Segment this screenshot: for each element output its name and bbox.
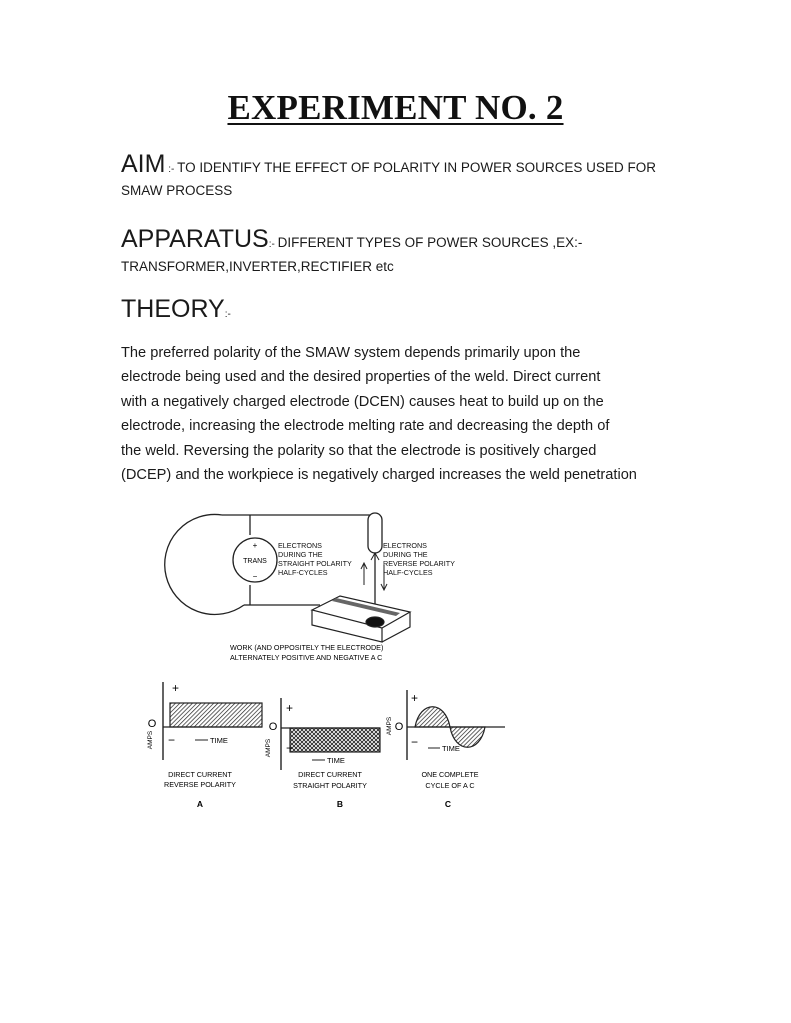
- panel-a-plus: +: [172, 681, 180, 695]
- straight-label-1: ELECTRONS: [278, 541, 322, 550]
- trans-label: TRANS: [243, 558, 267, 565]
- aim-heading: AIM: [121, 150, 166, 178]
- trans-minus: −: [252, 572, 258, 581]
- reverse-label-2: DURING THE: [383, 550, 428, 559]
- panel-b-minus: −: [286, 741, 294, 755]
- page-title: EXPERIMENT NO. 2: [227, 88, 564, 127]
- paragraph-line: electrode, increasing the electrode melting rate and decreasing the depth of: [121, 418, 610, 435]
- panel-c-graph: [386, 690, 505, 760]
- panel-a-caption-2: REVERSE POLARITY: [164, 780, 236, 789]
- straight-label-2: DURING THE: [278, 550, 323, 559]
- panel-c-time: TIME: [442, 744, 460, 753]
- aim-text: TO IDENTIFY THE EFFECT OF POLARITY IN POWER SOURCES USED FOR: [177, 160, 656, 175]
- reverse-label-1: ELECTRONS: [383, 541, 427, 550]
- panel-b-zero: O: [268, 721, 278, 733]
- aim-separator: :-: [165, 164, 178, 175]
- panel-a-minus: −: [168, 733, 176, 747]
- panel-c-plus: +: [411, 691, 419, 705]
- theory-separator: :-: [224, 309, 231, 320]
- panel-b-plus: +: [286, 701, 294, 715]
- panel-a-graph: [147, 681, 262, 760]
- straight-label-3: STRAIGHT POLARITY: [278, 559, 352, 568]
- trans-plus: +: [252, 541, 258, 550]
- paragraph-line: with a negatively charged electrode (DCEN) causes heat to build up on the: [121, 393, 604, 410]
- panel-b-amps: AMPS: [265, 738, 272, 758]
- aim-text-continued: SMAW PROCESS: [121, 183, 233, 198]
- panel-c-amps: AMPS: [386, 716, 393, 736]
- panel-b-time: TIME: [327, 756, 345, 765]
- panel-b-letter: B: [336, 799, 344, 809]
- reverse-label-4: HALF-CYCLES: [383, 568, 433, 577]
- panel-c-letter: C: [444, 799, 452, 809]
- reverse-label-3: REVERSE POLARITY: [383, 559, 455, 568]
- apparatus-separator: :-: [268, 239, 278, 250]
- panel-c-minus: −: [411, 735, 419, 749]
- apparatus-text-continued: TRANSFORMER,INVERTER,RECTIFIER etc: [121, 259, 394, 274]
- paragraph-line: The preferred polarity of the SMAW system depends primarily upon the: [121, 345, 581, 361]
- work-caption-line-1: WORK (AND OPPOSITELY THE ELECTRODE): [230, 643, 384, 652]
- paragraph-line: electrode being used and the desired properties of the weld. Direct current: [121, 369, 601, 386]
- apparatus-text: DIFFERENT TYPES OF POWER SOURCES ,EX:-: [277, 235, 583, 250]
- panel-b-caption-1: DIRECT CURRENT: [298, 770, 362, 779]
- panel-a-caption-1: DIRECT CURRENT: [168, 770, 232, 779]
- panel-b-caption-2: STRAIGHT POLARITY: [293, 781, 367, 790]
- panel-a-letter: A: [196, 799, 204, 809]
- panel-a-time: TIME: [210, 736, 228, 745]
- panel-a-amps: AMPS: [147, 730, 154, 750]
- paragraph-line: the weld. Reversing the polarity so that the electrode is positively charged: [121, 442, 597, 459]
- theory-heading: THEORY: [121, 295, 225, 323]
- panel-b-graph: [265, 698, 380, 770]
- panel-c-zero: O: [394, 721, 404, 733]
- paragraph-line: (DCEP) and the workpiece is negatively charged increases the weld penetration: [121, 467, 637, 484]
- apparatus-heading: APPARATUS: [121, 225, 269, 253]
- straight-label-4: HALF-CYCLES: [278, 568, 328, 577]
- panel-c-caption-1: ONE COMPLETE: [421, 770, 479, 779]
- work-caption-line-2: ALTERNATELY POSITIVE AND NEGATIVE A C: [230, 653, 383, 662]
- panel-c-caption-2: CYCLE OF A C: [425, 781, 475, 790]
- electron-labels: [278, 541, 455, 577]
- workpiece: [312, 596, 410, 642]
- panel-a-zero: O: [147, 718, 157, 730]
